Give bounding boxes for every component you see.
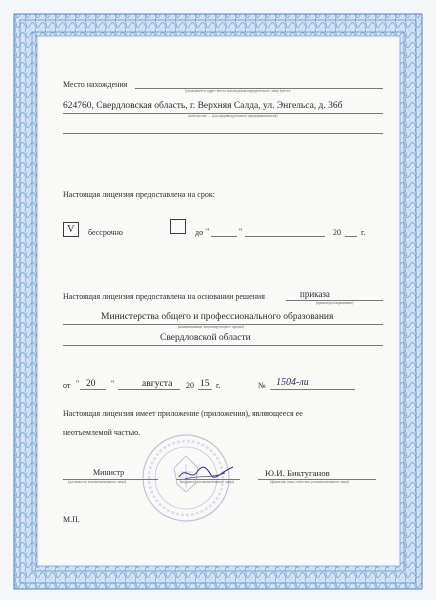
signer-position-hint: (должность уполномоченного лица) [68,480,127,484]
until-label: до [195,228,204,237]
number-sign: № [258,381,266,390]
basis-hint: (приказ/распоряжение) [316,301,354,305]
location-line-3 [63,133,383,134]
signer-name-hint: (фамилия, имя, отчество уполномоченного лица) [270,480,350,484]
location-label: Место нахождения [63,80,128,89]
appendix-line-2: неотъемлемой частью. [63,428,141,437]
signer-name: Ю.И. Биктуганов [265,468,330,478]
date-month-line [118,389,180,390]
signer-position: Министр [93,468,125,477]
number-line [270,389,355,390]
date-month: августа [142,378,173,389]
signature-hint: (подпись уполномоченного лица) [180,480,234,484]
until-year-line [345,236,357,237]
number-value: 1504-ли [276,377,309,388]
until-day-quote-open: " [206,227,210,236]
date-year-suffix: г. [216,381,221,390]
appendix-line-1: Настоящая лицензия имеет приложение (приложения), являющееся ее [63,409,303,418]
region-line [63,345,383,346]
basis-label: Настоящая лицензия предоставлена на основании решения [63,292,265,301]
unlimited-checkbox[interactable] [63,222,79,237]
location-hint-bottom: жительства — для индивидуального предпринимателя) [188,114,278,118]
date-day-quote-open: " [76,379,80,388]
until-checkbox[interactable] [170,219,186,234]
date-from: от [63,381,71,390]
until-year-prefix: 20 [333,228,341,237]
date-day-line [80,389,106,390]
authority-hint: (наименование лицензирующего органа) [178,325,244,329]
date-year: 15 [200,378,210,389]
until-day-quote-close: " [239,227,243,236]
date-day: 20 [86,378,96,389]
region-value: Свердловской области [160,333,251,343]
unlimited-label: бессрочно [88,228,123,237]
until-day-line [211,236,237,237]
until-month-line [245,236,325,237]
authority-value: Министерства общего и профессионального образования [101,312,334,322]
check-mark: V [67,224,75,235]
term-label: Настоящая лицензия предоставлена на срок: [63,190,215,199]
date-year-line [198,389,212,390]
until-year-suffix: г. [361,228,366,237]
location-hint-top: (указывается адрес места нахождения юридического лица (место [185,89,291,93]
address-value: 624760, Свердловская область, г. Верхняя Салда, ул. Энгельса, д. 36б [63,101,343,111]
basis-value: приказа [300,289,330,299]
date-day-quote-close: " [111,379,115,388]
seal-label: М.П. [63,515,80,524]
date-year-prefix: 20 [186,381,194,390]
